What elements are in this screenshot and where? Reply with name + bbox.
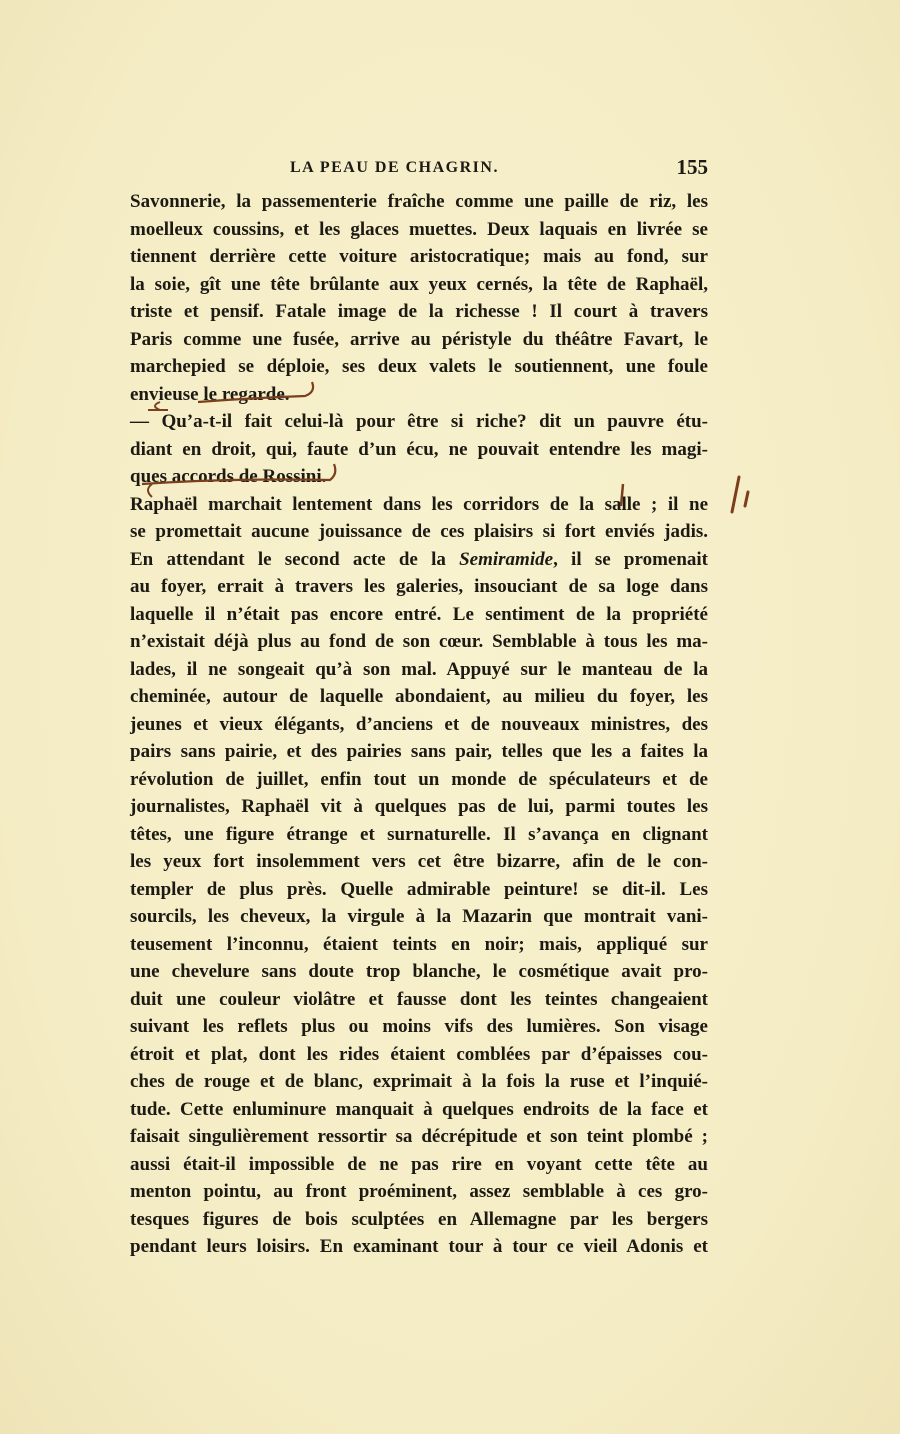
text-line: triste et pensif. Fatale image de la richesse ! Il court à travers — [130, 301, 708, 322]
text-line: duit une couleur violâtre et fausse dont les teintes changeaient — [130, 988, 708, 1010]
text-line: cheminée, autour de laquelle abondaient, au milieu du foyer, les — [130, 686, 708, 707]
text-line: laquelle il n’était pas encore entré. Le sentiment de la propriété — [130, 603, 708, 625]
line-segment-before: En attendant le second acte de la — [130, 548, 446, 570]
text-line: marchepied se déploie, ses deux valets le soutiennent, une foule — [130, 356, 708, 377]
text-line: une chevelure sans doute trop blanche, le cosmétique avait pro- — [130, 961, 708, 982]
text-line: lades, il ne songeait qu’à son mal. Appuyé sur le manteau de la — [130, 658, 708, 680]
text-line: pairs sans pairie, et des pairies sans pair, telles que les a faites la — [130, 741, 708, 762]
text-line: — Qu’a-t-il fait celui-là pour être si riche? dit un pauvre étu- — [130, 411, 708, 432]
text-line: Raphaël marchait lentement dans les corridors de la salle ; il ne — [130, 493, 708, 515]
text-line: tiennent derrière cette voiture aristocratique; mais au fond, sur — [130, 246, 708, 267]
text-line: aussi était-il impossible de ne pas rire en voyant cette tête au — [130, 1153, 708, 1175]
text-line: révolution de juillet, enfin tout un monde de spéculateurs et de — [130, 768, 708, 790]
text-line: au foyer, errait à travers les galeries, insouciant de sa loge dans — [130, 576, 708, 597]
text-line: templer de plus près. Quelle admirable peinture! se dit-il. Les — [130, 878, 708, 900]
text-line: se promettait aucune jouissance de ces plaisirs si fort enviés jadis. — [130, 521, 708, 542]
text-line: têtes, une figure étrange et surnaturelle. Il s’avança en clignant — [130, 823, 708, 845]
text-line: ques accords de Rossini. — [130, 466, 327, 487]
text-line: tude. Cette enluminure manquait à quelques endroits de la face et — [130, 1098, 708, 1120]
text-line: la soie, gît une tête brûlante aux yeux cernés, la tête de Raphaël, — [130, 273, 708, 295]
text-line: Savonnerie, la passementerie fraîche comme une paille de riz, les — [130, 191, 708, 212]
text-line: n’existait déjà plus au fond de son cœur. Semblable à tous les ma- — [130, 631, 708, 652]
text-line: diant en droit, qui, faute d’un écu, ne pouvait entendre les magi- — [130, 438, 708, 460]
text-line: journalistes, Raphaël vit à quelques pas de lui, parmi toutes les — [130, 796, 708, 817]
text-line: Paris comme une fusée, arrive au péristyle du théâtre Favart, le — [130, 328, 708, 350]
text-line: les yeux fort insolemment vers cet être bizarre, afin de le con- — [130, 851, 708, 872]
running-title: LA PEAU DE CHAGRIN. — [290, 159, 499, 176]
text-line: sourcils, les cheveux, la virgule à la Mazarin que montrait vani- — [130, 906, 708, 927]
text-line: suivant les reflets plus ou moins vifs des lumières. Son visage — [130, 1016, 708, 1037]
text-line: moelleux coussins, et les glaces muettes. Deux laquais en livrée se — [130, 218, 708, 240]
page-body-text — [130, 188, 708, 1261]
text-line: faisait singulièrement ressortir sa décrépitude et son teint plombé ; — [130, 1126, 708, 1147]
page-number: 155 — [676, 155, 708, 179]
text-line — [130, 546, 708, 574]
text-line: envieuse le regarde. — [130, 383, 290, 405]
text-line: pendant leurs loisirs. En examinant tour à tour ce vieil Adonis et — [130, 1236, 708, 1257]
line-segment-italic: Semiramide — [459, 548, 554, 570]
line-segment-after: , il se promenait — [553, 548, 708, 570]
margin-mark — [732, 477, 748, 512]
text-line: étroit et plat, dont les rides étaient comblées par d’épaisses cou- — [130, 1043, 708, 1065]
page-header — [130, 155, 708, 185]
text-line: teusement l’inconnu, étaient teints en noir; mais, appliqué sur — [130, 933, 708, 955]
text-line: tesques figures de bois sculptées en Allemagne par les bergers — [130, 1208, 708, 1230]
text-line: ches de rouge et de blanc, exprimait à la fois la ruse et l’inquié- — [130, 1071, 708, 1092]
text-line: menton pointu, au front proéminent, assez semblable à ces gro- — [130, 1181, 708, 1202]
text-line: jeunes et vieux élégants, d’anciens et de nouveaux ministres, des — [130, 713, 708, 735]
